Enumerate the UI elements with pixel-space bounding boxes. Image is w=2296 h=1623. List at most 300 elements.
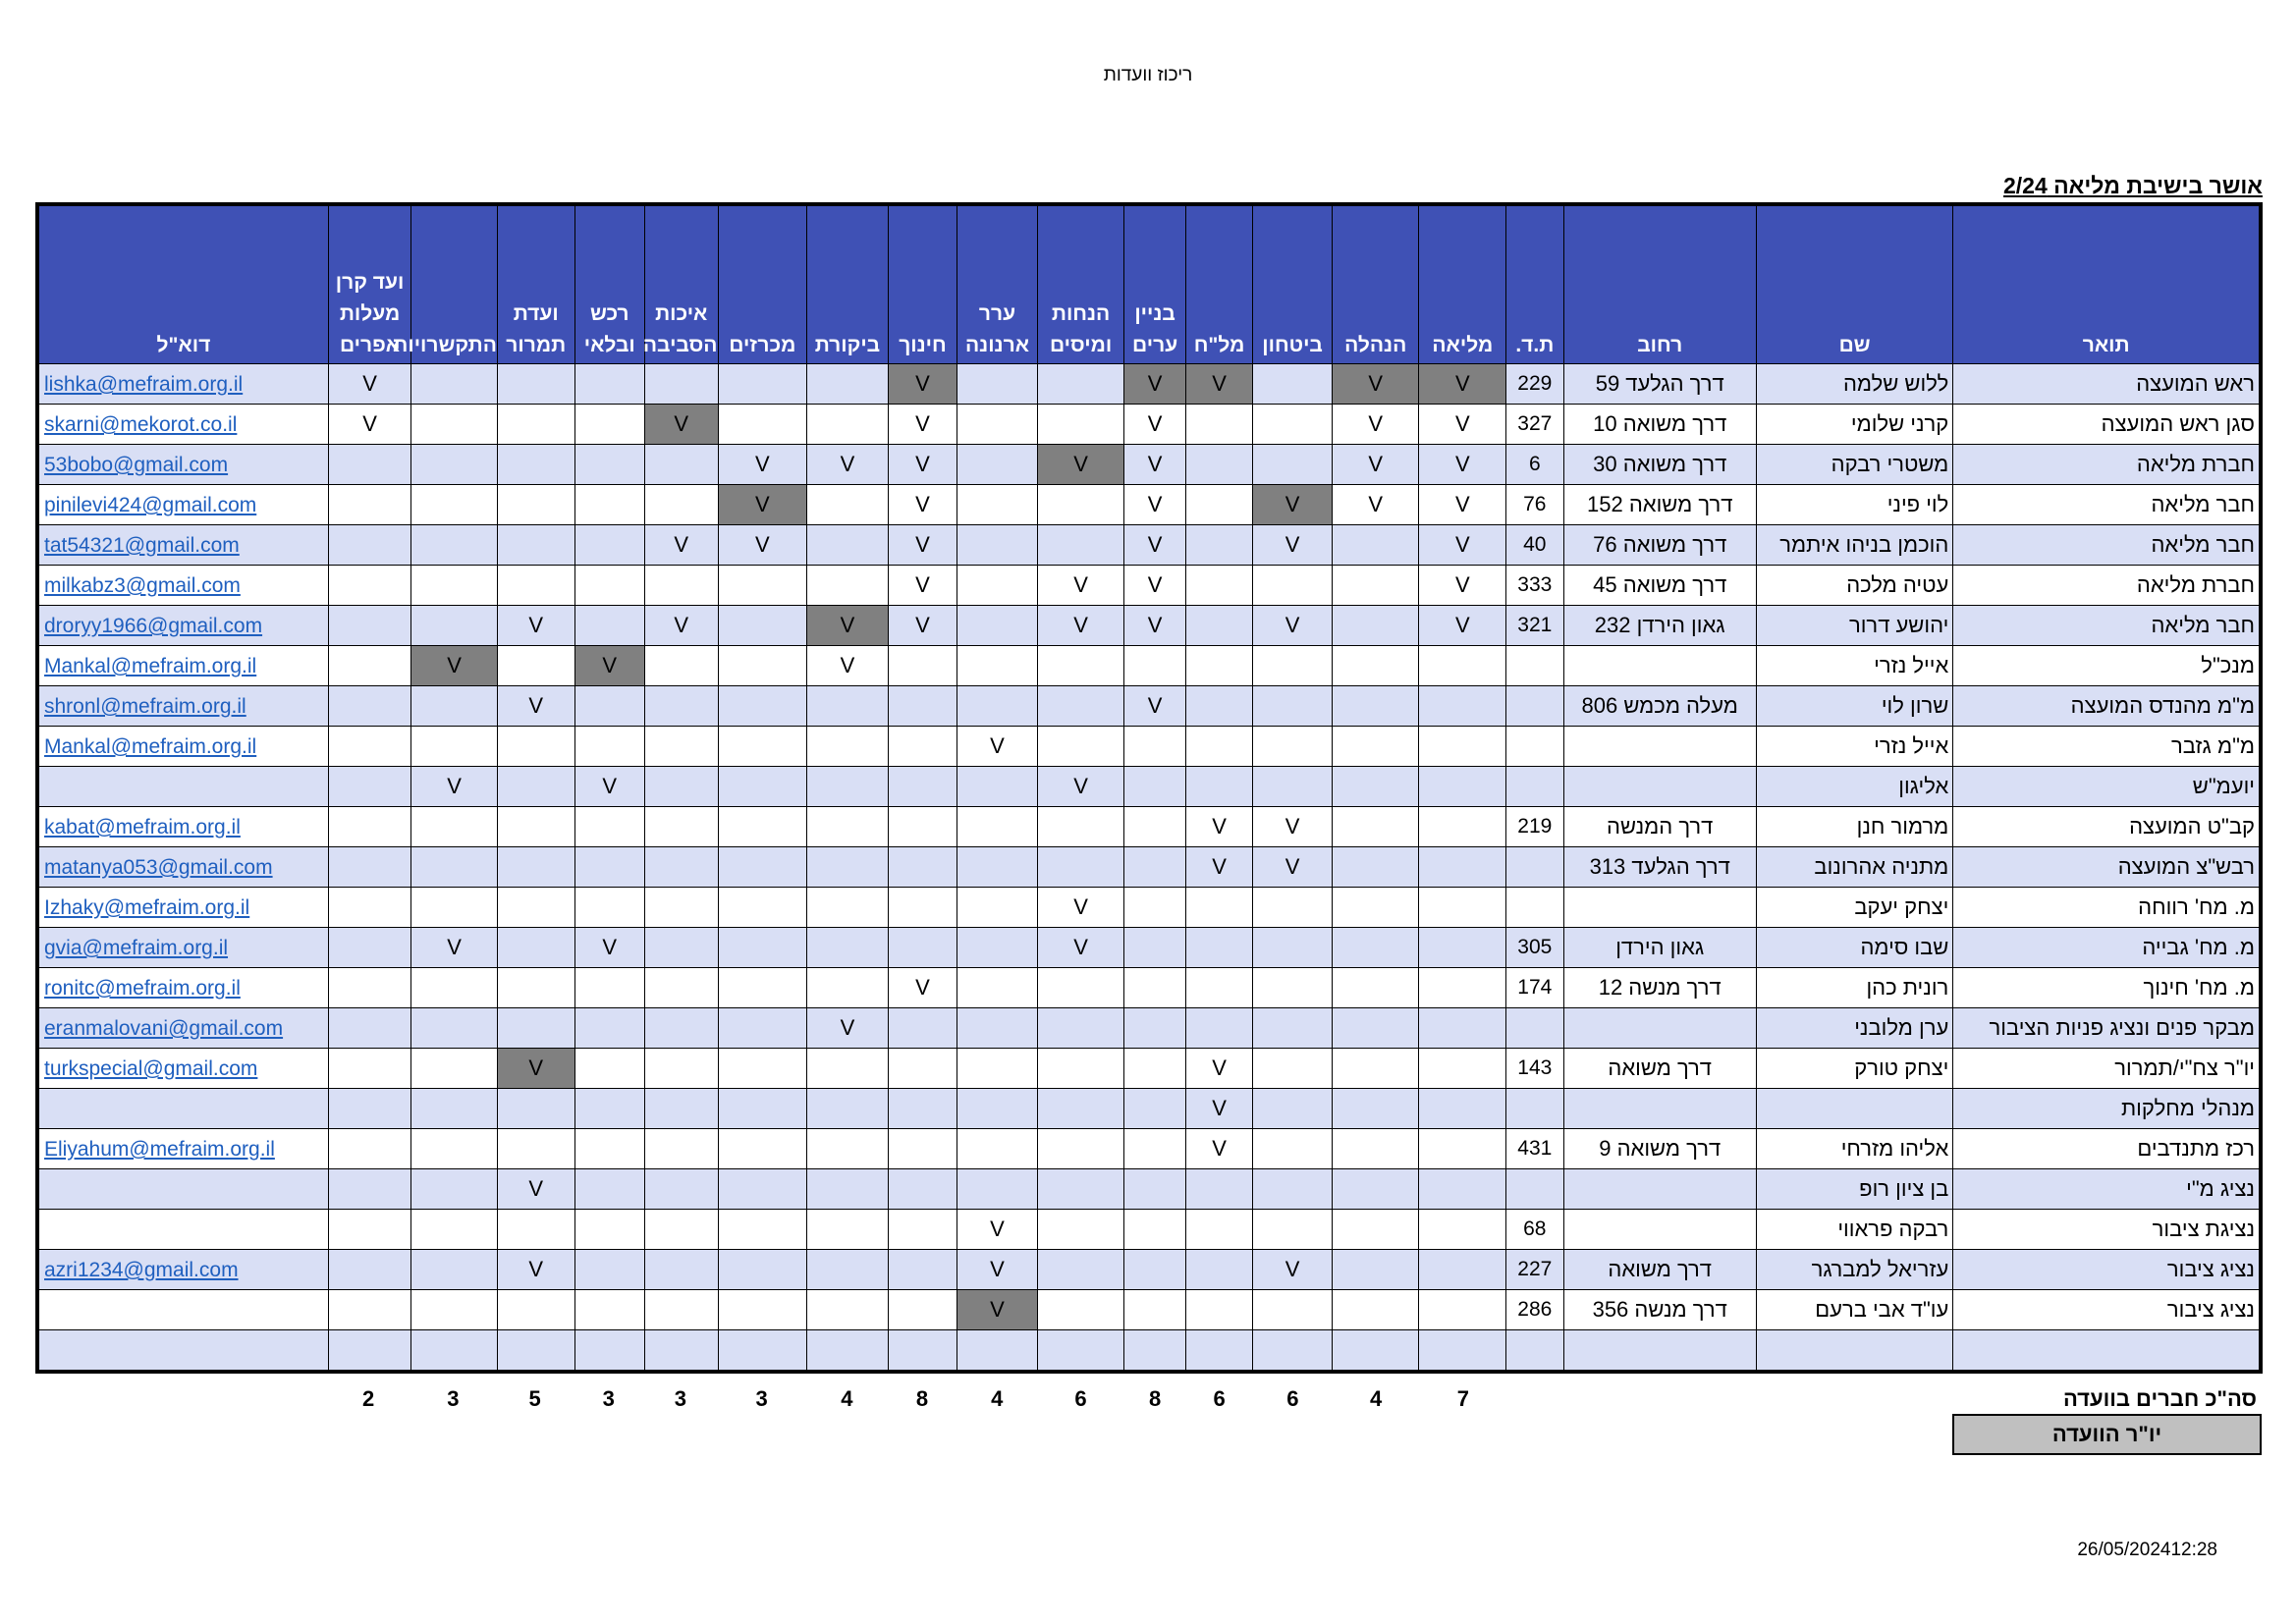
cell-email: [37, 686, 328, 727]
cell-pobox: [1506, 646, 1563, 686]
cell-arnona-appeal: [957, 606, 1038, 646]
cell-procurement: [574, 847, 645, 888]
table-row: [37, 807, 2261, 847]
cell-pobox: 174: [1506, 968, 1563, 1008]
cell-tenders: [718, 807, 807, 847]
cell-fund-committee: [328, 646, 411, 686]
cell-arnona-appeal: V: [957, 1290, 1038, 1330]
cell-discounts-taxes: [1037, 1089, 1124, 1129]
email-link[interactable]: milkabz3@gmail.com: [44, 574, 241, 597]
cell-email: [37, 485, 328, 525]
cell-title: קב"ט המועצה: [1953, 807, 2261, 847]
cell-contracts: [411, 1089, 498, 1129]
table-row: [37, 1330, 2261, 1373]
cell-fund-committee: [328, 727, 411, 767]
cell-management: [1332, 646, 1419, 686]
cell-fund-committee: [328, 1290, 411, 1330]
cell-title: סגן ראש המועצה: [1953, 405, 2261, 445]
cell-fund-committee: [328, 1129, 411, 1169]
cell-email: [37, 1290, 328, 1330]
cell-education: [888, 847, 957, 888]
cell-city-building: [1124, 1008, 1185, 1049]
cell-procurement: [574, 1250, 645, 1290]
cell-contracts: [411, 1129, 498, 1169]
cell-audit: [807, 1129, 889, 1169]
email-link[interactable]: Mankal@mefraim.org.il: [44, 655, 257, 677]
cell-environment: [645, 566, 719, 606]
cell-plenum: V: [1419, 445, 1506, 485]
cell-security: [1253, 767, 1333, 807]
cell-name: שבו סימה: [1756, 928, 1952, 968]
cell-plenum: [1419, 686, 1506, 727]
cell-arnona-appeal: [957, 1008, 1038, 1049]
cell-name: [1756, 1330, 1952, 1373]
cell-fund-committee: [328, 1049, 411, 1089]
cell-plenum: [1419, 1290, 1506, 1330]
cell-education: [888, 686, 957, 727]
cell-audit: [807, 1250, 889, 1290]
cell-city-building: V: [1124, 686, 1185, 727]
cell-security: [1253, 1089, 1333, 1129]
cell-arnona-appeal: [957, 1049, 1038, 1089]
cell-name: יצחק טורק: [1756, 1049, 1952, 1089]
cell-security: [1253, 1169, 1333, 1210]
cell-plenum: [1419, 646, 1506, 686]
cell-traffic: V: [497, 1250, 574, 1290]
cell-plenum: V: [1419, 606, 1506, 646]
cell-plenum: [1419, 767, 1506, 807]
cell-city-building: [1124, 1250, 1185, 1290]
email-link[interactable]: matanya053@gmail.com: [44, 856, 273, 879]
cell-discounts-taxes: [1037, 1290, 1124, 1330]
email-link[interactable]: droryy1966@gmail.com: [44, 615, 263, 637]
cell-name: אייל נזרי: [1756, 727, 1952, 767]
cell-discounts-taxes: [1037, 1169, 1124, 1210]
cell-pobox: [1506, 888, 1563, 928]
cell-malach: [1185, 928, 1252, 968]
cell-tenders: [718, 767, 807, 807]
email-link[interactable]: ronitc@mefraim.org.il: [44, 977, 241, 1000]
email-link[interactable]: azri1234@gmail.com: [44, 1259, 239, 1281]
cell-environment: [645, 1129, 719, 1169]
cell-tenders: V: [718, 485, 807, 525]
cell-discounts-taxes: [1037, 727, 1124, 767]
cell-education: [888, 807, 957, 847]
cell-pobox: 76: [1506, 485, 1563, 525]
email-link[interactable]: tat54321@gmail.com: [44, 534, 240, 557]
total-management: 4: [1369, 1386, 1383, 1411]
cell-audit: [807, 807, 889, 847]
table-row: [37, 485, 2261, 525]
cell-tenders: [718, 1129, 807, 1169]
cell-management: [1332, 1210, 1419, 1250]
cell-plenum: V: [1419, 566, 1506, 606]
email-link[interactable]: gvia@mefraim.org.il: [44, 937, 229, 959]
cell-email: [37, 1210, 328, 1250]
cell-malach: [1185, 767, 1252, 807]
col-header-malach: מל"ח: [1185, 204, 1252, 364]
total-email-empty: [35, 1383, 327, 1415]
cell-education: [888, 1290, 957, 1330]
cell-contracts: [411, 1008, 498, 1049]
cell-title: מנכ"ל: [1953, 646, 2261, 686]
cell-audit: [807, 1169, 889, 1210]
print-timestamp: 26/05/202412:28: [2077, 1540, 2217, 1560]
cell-fund-committee: [328, 968, 411, 1008]
cell-plenum: V: [1419, 485, 1506, 525]
cell-tenders: [718, 646, 807, 686]
cell-education: [888, 1129, 957, 1169]
cell-management: [1332, 1330, 1419, 1373]
cell-city-building: [1124, 1049, 1185, 1089]
cell-audit: [807, 888, 889, 928]
cell-security: [1253, 727, 1333, 767]
cell-email: [37, 1169, 328, 1210]
cell-city-building: [1124, 968, 1185, 1008]
cell-pobox: 286: [1506, 1290, 1563, 1330]
cell-malach: [1185, 606, 1252, 646]
cell-plenum: [1419, 1330, 1506, 1373]
cell-street: [1563, 646, 1756, 686]
cell-city-building: V: [1124, 566, 1185, 606]
col-header-traffic: ועדת תמרור: [497, 204, 574, 364]
col-header-management: הנהלה: [1332, 204, 1419, 364]
cell-pobox: 333: [1506, 566, 1563, 606]
cell-pobox: 219: [1506, 807, 1563, 847]
cell-arnona-appeal: [957, 1129, 1038, 1169]
total-malach: 6: [1213, 1386, 1226, 1411]
col-header-arnona-appeal: ערר ארנונה: [957, 204, 1038, 364]
cell-street: [1563, 1210, 1756, 1250]
cell-management: [1332, 566, 1419, 606]
email-link[interactable]: 53bobo@gmail.com: [44, 454, 229, 476]
cell-procurement: [574, 1169, 645, 1210]
table-row: [37, 767, 2261, 807]
cell-name: אייל נזרי: [1756, 646, 1952, 686]
cell-pobox: [1506, 1330, 1563, 1373]
cell-street: [1563, 1330, 1756, 1373]
cell-city-building: V: [1124, 606, 1185, 646]
cell-education: [888, 1008, 957, 1049]
cell-contracts: [411, 1290, 498, 1330]
cell-tenders: [718, 968, 807, 1008]
cell-name: רבקה פראווי: [1756, 1210, 1952, 1250]
cell-traffic: V: [497, 606, 574, 646]
cell-city-building: [1124, 727, 1185, 767]
cell-procurement: [574, 1330, 645, 1373]
cell-malach: [1185, 445, 1252, 485]
cell-environment: [645, 364, 719, 405]
cell-arnona-appeal: [957, 1089, 1038, 1129]
cell-name: הוכמן בניהו איתמר: [1756, 525, 1952, 566]
cell-street: גאון הירדן 232: [1563, 606, 1756, 646]
table-row: [37, 1210, 2261, 1250]
cell-plenum: [1419, 807, 1506, 847]
cell-arnona-appeal: [957, 364, 1038, 405]
cell-environment: [645, 1089, 719, 1129]
cell-malach: [1185, 968, 1252, 1008]
table-row: [37, 888, 2261, 928]
cell-arnona-appeal: V: [957, 1210, 1038, 1250]
cell-audit: V: [807, 445, 889, 485]
cell-environment: [645, 1008, 719, 1049]
cell-name: אליהו מזרחי: [1756, 1129, 1952, 1169]
cell-audit: [807, 767, 889, 807]
cell-street: דרך הגלעד 313: [1563, 847, 1756, 888]
email-link[interactable]: Izhaky@mefraim.org.il: [44, 896, 250, 919]
cell-audit: [807, 566, 889, 606]
totals-label: סה"כ חברים בוועדה: [2062, 1386, 2257, 1411]
cell-email: [37, 847, 328, 888]
cell-environment: [645, 807, 719, 847]
cell-tenders: [718, 566, 807, 606]
cell-procurement: [574, 1089, 645, 1129]
cell-audit: [807, 525, 889, 566]
table-row: [37, 686, 2261, 727]
cell-environment: [645, 686, 719, 727]
table-row: [37, 606, 2261, 646]
cell-audit: [807, 1089, 889, 1129]
cell-arnona-appeal: V: [957, 1250, 1038, 1290]
cell-name: ערן מלובני: [1756, 1008, 1952, 1049]
cell-contracts: V: [411, 767, 498, 807]
cell-name: עו"ד אבי ברעם: [1756, 1290, 1952, 1330]
email-link[interactable]: skarni@mekorot.co.il: [44, 413, 238, 436]
total-city-building: 8: [1148, 1386, 1162, 1411]
cell-management: V: [1332, 405, 1419, 445]
cell-malach: V: [1185, 847, 1252, 888]
cell-city-building: [1124, 646, 1185, 686]
cell-street: [1563, 767, 1756, 807]
cell-education: V: [888, 606, 957, 646]
cell-title: מ. מח' גבייה: [1953, 928, 2261, 968]
cell-discounts-taxes: V: [1037, 445, 1124, 485]
cell-traffic: [497, 525, 574, 566]
table-row: [37, 525, 2261, 566]
cell-tenders: [718, 928, 807, 968]
chair-label-box: יו"ר הוועדה: [1952, 1414, 2262, 1455]
total-fund-committee: 2: [361, 1386, 375, 1411]
cell-contracts: [411, 1210, 498, 1250]
email-link[interactable]: eranmalovani@gmail.com: [44, 1017, 284, 1040]
cell-name: [1756, 1089, 1952, 1129]
cell-management: [1332, 525, 1419, 566]
cell-procurement: [574, 1290, 645, 1330]
cell-traffic: [497, 968, 574, 1008]
email-link[interactable]: lishka@mefraim.org.il: [44, 373, 244, 396]
cell-fund-committee: V: [328, 364, 411, 405]
email-link[interactable]: Eliyahum@mefraim.org.il: [44, 1138, 275, 1161]
cell-audit: V: [807, 606, 889, 646]
cell-contracts: [411, 364, 498, 405]
cell-management: [1332, 1008, 1419, 1049]
cell-environment: [645, 485, 719, 525]
cell-audit: [807, 405, 889, 445]
cell-traffic: V: [497, 1049, 574, 1089]
cell-name: קרני שלומי: [1756, 405, 1952, 445]
cell-arnona-appeal: [957, 485, 1038, 525]
cell-environment: [645, 1169, 719, 1210]
cell-tenders: [718, 1049, 807, 1089]
cell-audit: [807, 1330, 889, 1373]
cell-email: [37, 364, 328, 405]
cell-fund-committee: [328, 1169, 411, 1210]
cell-audit: [807, 485, 889, 525]
cell-city-building: [1124, 767, 1185, 807]
cell-email: [37, 525, 328, 566]
total-arnona-appeal: 4: [991, 1386, 1004, 1411]
cell-city-building: [1124, 1129, 1185, 1169]
cell-traffic: [497, 445, 574, 485]
cell-title: מבקר פנים ונציג פניות הציבור: [1953, 1008, 2261, 1049]
cell-fund-committee: [328, 1089, 411, 1129]
col-header-tenders: מכרזים: [718, 204, 807, 364]
cell-environment: [645, 1290, 719, 1330]
cell-arnona-appeal: [957, 807, 1038, 847]
cell-street: [1563, 888, 1756, 928]
cell-education: [888, 1250, 957, 1290]
cell-arnona-appeal: [957, 566, 1038, 606]
cell-malach: [1185, 485, 1252, 525]
cell-audit: [807, 727, 889, 767]
cell-name: לוי פיני: [1756, 485, 1952, 525]
cell-contracts: V: [411, 646, 498, 686]
cell-education: V: [888, 485, 957, 525]
cell-environment: [645, 1049, 719, 1089]
cell-street: גאון הירדן: [1563, 928, 1756, 968]
cell-street: דרך משואה 76: [1563, 525, 1756, 566]
cell-plenum: [1419, 1089, 1506, 1129]
cell-management: [1332, 606, 1419, 646]
cell-street: דרך משואה 45: [1563, 566, 1756, 606]
cell-traffic: [497, 566, 574, 606]
cell-environment: [645, 646, 719, 686]
table-row: [37, 1049, 2261, 1089]
cell-fund-committee: [328, 606, 411, 646]
cell-management: [1332, 686, 1419, 727]
totals-table: [35, 1383, 2263, 1415]
cell-malach: V: [1185, 364, 1252, 405]
cell-email: [37, 1129, 328, 1169]
cell-street: דרך הגלעד 59: [1563, 364, 1756, 405]
cell-audit: [807, 1049, 889, 1089]
cell-procurement: [574, 606, 645, 646]
cell-environment: [645, 968, 719, 1008]
email-link[interactable]: shronl@mefraim.org.il: [44, 695, 246, 718]
cell-malach: [1185, 727, 1252, 767]
cell-email: [37, 727, 328, 767]
cell-city-building: [1124, 807, 1185, 847]
total-contracts: 3: [447, 1386, 460, 1411]
cell-city-building: [1124, 1169, 1185, 1210]
cell-title: חברת מליאה: [1953, 566, 2261, 606]
cell-procurement: [574, 405, 645, 445]
cell-environment: [645, 888, 719, 928]
cell-fund-committee: [328, 928, 411, 968]
cell-discounts-taxes: V: [1037, 928, 1124, 968]
cell-environment: [645, 1330, 719, 1373]
cell-name: בן ציון רופ: [1756, 1169, 1952, 1210]
table-row: [37, 445, 2261, 485]
cell-procurement: [574, 807, 645, 847]
cell-tenders: [718, 1210, 807, 1250]
cell-email: [37, 405, 328, 445]
cell-environment: [645, 445, 719, 485]
cell-pobox: 229: [1506, 364, 1563, 405]
cell-security: [1253, 888, 1333, 928]
cell-title: [1953, 1330, 2261, 1373]
cell-traffic: V: [497, 1169, 574, 1210]
cell-discounts-taxes: [1037, 807, 1124, 847]
totals-row: [35, 1383, 2263, 1415]
col-header-street: רחוב: [1563, 204, 1756, 364]
committees-table: [35, 202, 2263, 1374]
cell-plenum: [1419, 968, 1506, 1008]
email-link[interactable]: pinilevi424@gmail.com: [44, 494, 257, 516]
cell-pobox: [1506, 1008, 1563, 1049]
cell-discounts-taxes: V: [1037, 606, 1124, 646]
cell-environment: V: [645, 606, 719, 646]
cell-email: [37, 1089, 328, 1129]
cell-management: [1332, 727, 1419, 767]
cell-street: דרך משואה 152: [1563, 485, 1756, 525]
cell-traffic: [497, 485, 574, 525]
cell-security: [1253, 968, 1333, 1008]
cell-education: [888, 1089, 957, 1129]
cell-plenum: [1419, 1129, 1506, 1169]
cell-city-building: [1124, 1290, 1185, 1330]
cell-education: V: [888, 566, 957, 606]
cell-traffic: [497, 1210, 574, 1250]
cell-fund-committee: [328, 1008, 411, 1049]
cell-security: [1253, 1210, 1333, 1250]
cell-procurement: [574, 686, 645, 727]
cell-environment: [645, 767, 719, 807]
cell-name: משטרי רבקה: [1756, 445, 1952, 485]
cell-arnona-appeal: [957, 1330, 1038, 1373]
cell-title: חברת מליאה: [1953, 445, 2261, 485]
cell-name: רונית כהן: [1756, 968, 1952, 1008]
cell-malach: [1185, 888, 1252, 928]
cell-pobox: [1506, 727, 1563, 767]
cell-contracts: [411, 525, 498, 566]
email-link[interactable]: turkspecial@gmail.com: [44, 1057, 258, 1080]
col-header-environment: איכות הסביבה: [645, 204, 719, 364]
cell-city-building: [1124, 1330, 1185, 1373]
cell-management: [1332, 807, 1419, 847]
cell-environment: [645, 847, 719, 888]
email-link[interactable]: kabat@mefraim.org.il: [44, 816, 241, 839]
cell-arnona-appeal: [957, 445, 1038, 485]
cell-environment: [645, 727, 719, 767]
email-link[interactable]: Mankal@mefraim.org.il: [44, 735, 257, 758]
cell-security: [1253, 686, 1333, 727]
table-row: [37, 1089, 2261, 1129]
total-plenum: 7: [1456, 1386, 1469, 1411]
cell-education: [888, 727, 957, 767]
cell-discounts-taxes: [1037, 1129, 1124, 1169]
cell-contracts: [411, 1169, 498, 1210]
cell-procurement: [574, 1008, 645, 1049]
cell-name: עטיה מלכה: [1756, 566, 1952, 606]
cell-tenders: [718, 1250, 807, 1290]
cell-name: מתניה אהרונוב: [1756, 847, 1952, 888]
cell-city-building: V: [1124, 405, 1185, 445]
cell-management: [1332, 1089, 1419, 1129]
cell-procurement: [574, 525, 645, 566]
cell-procurement: V: [574, 646, 645, 686]
cell-tenders: [718, 1008, 807, 1049]
